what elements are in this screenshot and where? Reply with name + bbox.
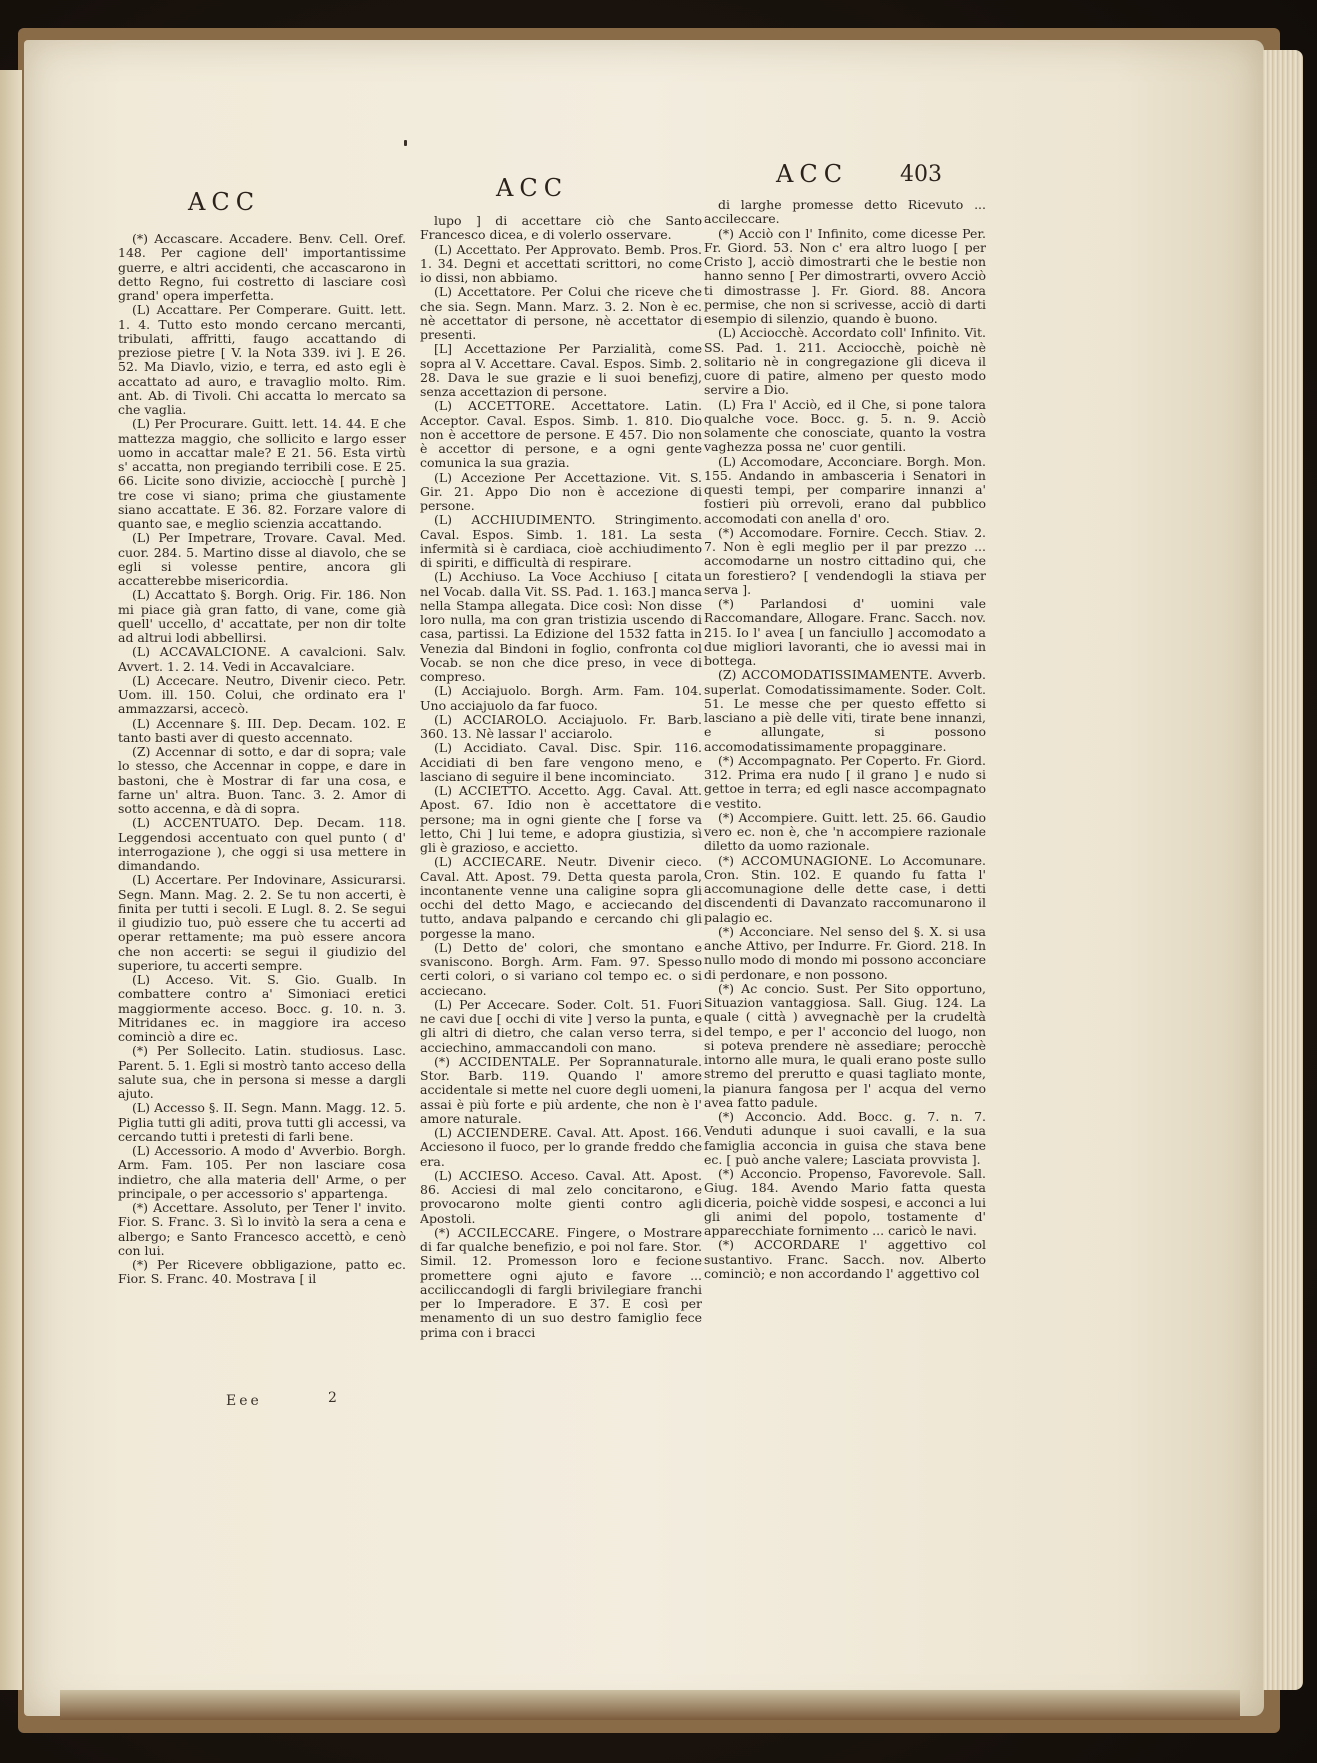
dictionary-entry: (L) ACCIENDERE. Caval. Att. Apost. 166. Acciesono il fuoco, per lo grande freddo che era. xyxy=(420,1125,702,1169)
dictionary-entry: (*) Parlandosi d' uomini vale Raccomandare, Allogare. Franc. Sacch. nov. 215. Io l' avea [ un fanciullo ] accomodato a due migliori lavoranti, che io avessi mai in bottega. xyxy=(704,596,986,668)
dictionary-entry: (Z) ACCOMODATISSIMAMENTE. Avverb. superlat. Comodatissimamente. Soder. Colt. 51. Le messe che per questo effetto si lasciano a piè delle viti, tirate bene innanzi, e allungate, si possono accomodatissimamente propagginare. xyxy=(704,667,986,754)
dictionary-entry: (*) ACCIDENTALE. Per Soprannaturale. Stor. Barb. 119. Quando l' amore accidentale si mette nel cuore degli uomeni, assai è più forte e più ardente, che non è l' amore naturale. xyxy=(420,1053,702,1126)
dictionary-entry: (L) Accettatore. Per Colui che riceve che che sia. Segn. Mann. Marz. 3. 2. Non è ec. nè accettator di persone, nè accettator di presenti. xyxy=(420,284,702,342)
ink-mark xyxy=(404,140,407,146)
dictionary-entry: (L) Accettato. Per Approvato. Bemb. Pros. 1. 34. Degni et accettati scrittori, no come io dissi, non abbiamo. xyxy=(420,241,702,285)
dictionary-entry: (L) Detto de' colori, che smontano e svaniscono. Borgh. Arm. Fam. 97. Spesso certi colori, o si variano col tempo ec. o si acciecano. xyxy=(420,939,702,998)
dictionary-entry: (*) Accompiere. Guitt. lett. 25. 66. Gaudio vero ec. non è, che 'n accompiere razionale diletto da uomo razionale. xyxy=(704,809,986,854)
dictionary-entry: (L) Acceso. Vit. S. Gio. Gualb. In combattere contro a' Simoniaci eretici maggiormente acceso. Bocc. g. 10. n. 3. Mitridanes ec. in maggiore ira acceso cominciò a dire ec. xyxy=(118,972,406,1044)
dictionary-entry: (*) Accomodare. Fornire. Cecch. Stiav. 2. 7. Non è egli meglio per il par prezzo ... accomodarne un nostro cittadino qui, che un forestiero? [ vendendogli la stiava per serva ]. xyxy=(704,524,986,597)
text-column-left xyxy=(118,232,406,1412)
dictionary-entry: (L) ACCIETTO. Accetto. Agg. Caval. Att. Apost. 67. Idio non è accettatore di persone; ma in ogni giente che [ forse va letto, Chi ] lui teme, e adopra giustizia, sì gli è grazioso, e accietto. xyxy=(420,783,702,855)
bottom-edge xyxy=(60,1690,1240,1720)
dictionary-entry: (L) Acciajuolo. Borgh. Arm. Fam. 104. Uno acciajuolo da far fuoco. xyxy=(420,683,702,713)
dictionary-entry: [L] Accettazione Per Parzialità, come sopra al V. Accettare. Caval. Espos. Simb. 2. 28. Dava le sue grazie e li suoi benefizj, senza accettazion di persone. xyxy=(420,341,702,399)
page-stack-edge xyxy=(1263,50,1303,1690)
dictionary-entry: (L) ACCIAROLO. Acciajuolo. Fr. Barb. 360. 13. Nè lassar l' acciarolo. xyxy=(420,711,702,741)
dictionary-entry: (L) Accattare. Per Comperare. Guitt. lett. 1. 4. Tutto esto mondo cercano mercanti, tribulati, affritti, faugo accattando di preziose pietre [ V. la Nota 339. ivi ]. E 26. 52. Ma Diavlo, vizio, e terra, ed asto egli è accattato ad auro, e travaglio molto. Rim. ant. Ab. di Tivoli. Chi accatta lo mercato sa che vaglia. xyxy=(118,302,406,417)
dictionary-entry: (L) ACCAVALCIONE. A cavalcioni. Salv. Avvert. 1. 2. 14. Vedi in Accavalciare. xyxy=(118,644,406,674)
signature-number: 2 xyxy=(328,1390,337,1406)
dictionary-entry: (Z) Accennar di sotto, e dar di sopra; vale lo stesso, che Accennar in coppe, e dare in bastoni, che è Mostrar di far una cosa, e farne un' altra. Buon. Tanc. 3. 2. Amor di sotto accenna, e dà di sopra. xyxy=(118,744,406,816)
text-column-right xyxy=(704,198,986,1306)
dictionary-entry: (L) Per Procurare. Guitt. lett. 14. 44. E che mattezza maggio, che sollicito e largo esser uomo in accattar male? E 21. 56. Esta virtù s' accatta, non pregiando terribili cose. E 25. 66. Licite sono divizie, acciocchè [ purchè ] tre cose vi siano; prima che giustamente siano accattate. E 36. 82. Forzare valore di quanto sae, e meglio scienzia accattando. xyxy=(118,416,406,531)
text-column-middle xyxy=(420,214,702,1414)
dictionary-entry: (*) Ac concio. Sust. Per Sito opportuno, Situazion vantaggiosa. Sall. Giug. 124. La quale ( città ) avvegnachè per la crudeltà del tempo, e per l' acconcio del luogo, non si poteva prendere nè assediare; perocchè intorno alle mura, le quali erano poste sullo stremo del prerutto e quasi tagliato monte, la pianura fangosa per l' acqua del verno avea fatto padule. xyxy=(704,980,986,1110)
signature-mark: Eee xyxy=(226,1393,262,1409)
dictionary-entry: lupo ] di accettare ciò che Santo Francesco dicea, e di volerlo osservare. xyxy=(420,214,702,243)
dictionary-entry: (*) Accompagnato. Per Coperto. Fr. Giord. 312. Prima era nudo [ il grano ] e nudo si gettoe in terra; ed egli nasce accompagnato e vestito. xyxy=(704,752,986,811)
dictionary-entry: (L) Accennare §. III. Dep. Decam. 102. E tanto basti aver di questo accennato. xyxy=(118,715,406,745)
dictionary-entry: (*) Acciò con l' Infinito, come dicesse Per. Fr. Giord. 53. Non c' era altro luogo [ per Cristo ], acciò dimostrarti che le bestie non hanno senno [ Per dimostrarti, ovvero Acciò ti dimostrasse ]. Fr. Giord. 88. Ancora permise, che non si scrivesse, acciò di darti esempio di silenzio, quando è buono. xyxy=(704,225,986,326)
dictionary-entry: (L) ACCIESO. Acceso. Caval. Att. Apost. 86. Acciesi di mal zelo concitarono, e provocarono molte gienti contro agli Apostoli. xyxy=(420,1167,702,1226)
dictionary-entry: (L) Accecare. Neutro, Divenir cieco. Petr. Uom. ill. 150. Colui, che ordinato era l' ammazzarsi, accecò. xyxy=(118,672,406,717)
dictionary-entry: (L) Accesso §. II. Segn. Mann. Magg. 12. 5. Piglia tutti gli aditi, prova tutti gli accessi, va cercando tutti i pretesti di farli bene. xyxy=(118,1100,406,1144)
dictionary-entry: (*) Accettare. Assoluto, per Tener l' invito. Fior. S. Franc. 3. Sì lo invitò la sera a cena e albergo; e Santo Francesco accettò, e cenò con lui. xyxy=(118,1200,406,1258)
dictionary-entry: (*) Per Sollecito. Latin. studiosus. Lasc. Parent. 5. 1. Egli si mostrò tanto acceso della salute sua, che in persona si messe a dargli ajuto. xyxy=(118,1043,406,1101)
dictionary-entry: (*) Acconcio. Add. Bocc. g. 7. n. 7. Venduti adunque i suoi cavalli, e la sua famiglia acconcia in guisa che stava bene ec. [ può anche valere; Lasciata provvista ]. xyxy=(704,1109,986,1167)
dictionary-entry: di larghe promesse detto Ricevuto ... accileccare. xyxy=(704,198,986,227)
dictionary-entry: (L) ACCENTUATO. Dep. Decam. 118. Leggendosi accentuato con quel punto ( d' interrogazione ), che oggi si usa mettere in dimandando. xyxy=(118,815,406,873)
dictionary-entry: (L) ACCETTORE. Accettatore. Latin. Acceptor. Caval. Espos. Simb. 1. 810. Dio non è accettore de persone. E 457. Dio non è accettor di persone, e a ogni gente comunica la sua grazia. xyxy=(420,398,702,471)
running-head-left: ACC xyxy=(188,188,261,216)
dictionary-entry: (*) Accascare. Accadere. Benv. Cell. Oref. 148. Per cagione dell' importantissime guerre, e altri accidenti, che accascarono in detto Regno, fui costretto di lasciare così grand' opera imperfetta. xyxy=(118,232,406,303)
dictionary-entry: (*) Acconciare. Nel senso del §. X. si usa anche Attivo, per Indurre. Fr. Giord. 218. In nullo modo di mondo mi possono acconciare di perdonare, e non possono. xyxy=(704,923,986,982)
dictionary-entry: (*) ACCORDARE l' aggettivo col sustantivo. Franc. Sacch. nov. Alberto cominciò; e non accordando l' aggettivo col xyxy=(704,1237,986,1281)
dictionary-entry: (L) Fra l' Acciò, ed il Che, si pone talora qualche voce. Bocc. g. 5. n. 9. Acciò solamente che conosciate, quanto la vostra vaghezza possa ne' cuor gentili. xyxy=(704,396,986,455)
dictionary-entry: (*) Per Ricevere obbligazione, patto ec. Fior. S. Franc. 40. Mostrava [ il xyxy=(118,1257,406,1287)
dictionary-entry: (L) Acciocchè. Accordato coll' Infinito. Vit. SS. Pad. 1. 211. Acciocchè, poichè nè solitario nè in congregazione gli diceva il cuore di patire, almeno per questo modo servire a Dio. xyxy=(704,325,986,398)
dictionary-entry: (L) Per Accecare. Soder. Colt. 51. Fuori ne cavi due [ occhi di vite ] verso la punta, e gli altri di dietro, che calan verso terra, si acciechino, ammaccandoli con mano. xyxy=(420,996,702,1055)
dictionary-entry: (L) Accessorio. A modo d' Avverbio. Borgh. Arm. Fam. 105. Per non lasciare cosa indietro, che alla materia dell' Arme, o per principale, o per accessorio s' appartenga. xyxy=(118,1143,406,1201)
facing-leaf xyxy=(0,70,22,1690)
running-head-middle: ACC xyxy=(496,174,569,202)
running-head-right: ACC xyxy=(776,160,849,188)
dictionary-entry: (L) Accezione Per Accettazione. Vit. S. Gir. 21. Appo Dio non è accezione di persone. xyxy=(420,469,702,513)
dictionary-entry: (L) ACCIECARE. Neutr. Divenir cieco. Caval. Att. Apost. 79. Detta questa parola, incontanente venne una caligine sopra gli occhi del detto Mago, e acciecando del tutto, andava palpando e cercando chi gli porgesse la mano. xyxy=(420,854,702,941)
dictionary-entry: (*) Acconcio. Propenso, Favorevole. Sall. Giug. 184. Avendo Mario fatta questa diceria, poichè vidde sospesi, e acconci a lui gli animi del popolo, tostamente d' apparecchiate fornimento ... caricò le navi. xyxy=(704,1166,986,1238)
dictionary-entry: (L) Per Impetrare, Trovare. Caval. Med. cuor. 284. 5. Martino disse al diavolo, che se egli si volesse pentire, ancora gli accatterebbe misericordia. xyxy=(118,530,406,588)
dictionary-entry: (L) Accattato §. Borgh. Orig. Fir. 186. Non mi piace già gran fatto, di vane, come già quell' uccello, d' accattate, per non dir tolte ad altrui lodi abbellirsi. xyxy=(118,587,406,645)
dictionary-entry: (L) ACCHIUDIMENTO. Stringimento. Caval. Espos. Simb. 1. 181. La sesta infermità si è cardiaca, cioè acchiudimento di spiriti, e difficultà di respirare. xyxy=(420,512,702,570)
dictionary-entry: (L) Accidiato. Caval. Disc. Spir. 116. Accidiati di ben fare vengono meno, e lasciano di seguire il bene incominciato. xyxy=(420,740,702,784)
dictionary-entry: (L) Accomodare, Acconciare. Borgh. Mon. 155. Andando in ambasceria i Senatori in questi tempi, per comparire innanzi a' fostieri più orrevoli, erano dal pubblico accomodati con anella d' oro. xyxy=(704,453,986,526)
dictionary-entry: (*) ACCILECCARE. Fingere, o Mostrare di far qualche benefizio, e poi nol fare. Stor. Simil. 12. Promesson loro e fecione promettere ogni ajuto e favore ... acciliccandogli di fargli brivilegiare franchi per lo Imperadore. E 37. E così per menamento di un suo destro famiglio fece prima con i bracci xyxy=(420,1224,702,1340)
page-number: 403 xyxy=(900,162,942,187)
dictionary-entry: (L) Accertare. Per Indovinare, Assicurarsi. Segn. Mann. Mag. 2. 2. Se tu non accerti, è finita per tutti i secoli. E Lugl. 8. 2. Se segui il giudizio tuo, può essere che tu accerti ad operar rettamente; ma può essere ancora che non accerti: se segui il giudizio del superiore, tu accerti sempre. xyxy=(118,872,406,973)
dictionary-entry: (*) ACCOMUNAGIONE. Lo Accomunare. Cron. Stin. 102. E quando fu fatta l' accomunagione delle dette case, i detti discendenti di Davanzato raccomunarono il palagio ec. xyxy=(704,852,986,925)
dictionary-entry: (L) Acchiuso. La Voce Acchiuso [ citata nel Vocab. dalla Vit. SS. Pad. 1. 163.] manca nella Stampa allegata. Dice così: Non disse loro nulla, ma con gran tristizia uscendo di casa, partissi. La Edizione del 1532 fatta in Venezia dal Bindoni in foglio, confronta col Vocab. se non che dice preso, in vece di compreso. xyxy=(420,569,702,684)
